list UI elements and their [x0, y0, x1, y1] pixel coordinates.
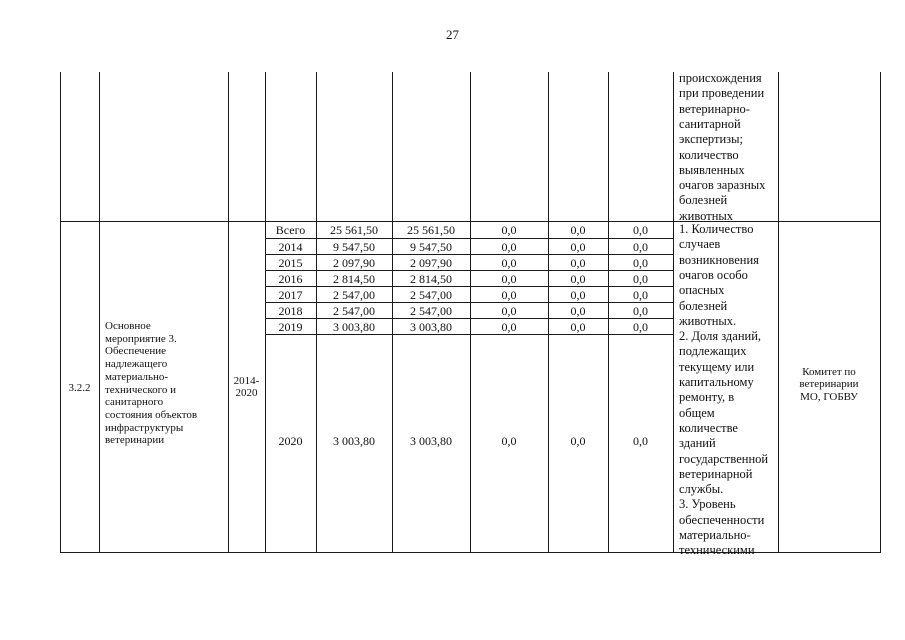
indicator-text: случаев	[679, 237, 721, 252]
item-number: 3.2.2	[68, 382, 91, 394]
item-title-line: Обеспечение	[105, 345, 166, 358]
value-cell: 0,0	[501, 288, 517, 302]
indicator-text: количестве	[679, 420, 738, 435]
value-cell: 2 097,90	[333, 256, 375, 270]
value-cell: 0,0	[633, 434, 648, 448]
value-cell: 0,0	[633, 272, 648, 286]
indicator-text: ветеринарной	[679, 466, 753, 481]
indicator-text: экспертизы;	[679, 132, 743, 147]
item-title-line: инфраструктуры	[105, 421, 184, 434]
column-line	[673, 72, 674, 552]
value-cell: 25 561,50	[330, 223, 378, 237]
indicator-text: 3. Уровень	[679, 497, 736, 512]
indicator-text: животных.	[679, 313, 737, 328]
period-text: 2014-	[233, 375, 260, 387]
item-title-line: ветеринарии	[105, 434, 165, 447]
indicator-text: очагов заразных	[679, 178, 766, 193]
indicator-text: происхождения	[679, 71, 762, 85]
column-line	[99, 72, 100, 552]
year-cell: 2020	[278, 434, 303, 448]
item-title-line: состояния объектов	[105, 408, 198, 421]
indicator-text: обеспеченности	[679, 512, 765, 527]
value-cell: 2 547,00	[333, 288, 375, 302]
year-cell: Всего	[275, 223, 306, 237]
indicator-text: капитальному	[679, 375, 754, 389]
value-cell: 0,0	[501, 304, 517, 318]
year-cell: 2014	[278, 240, 303, 254]
indicator-text: общем	[679, 405, 715, 420]
value-cell: 0,0	[633, 304, 648, 318]
value-cell: 0,0	[501, 223, 517, 237]
year-cell: 2017	[278, 288, 303, 302]
row-line	[60, 552, 881, 553]
indicator-text: болезней	[679, 193, 728, 208]
indicator-text: техническими	[679, 543, 755, 558]
row-line	[265, 238, 673, 239]
executor-text: ветеринарии	[799, 378, 859, 391]
indicator-text: болезней	[679, 298, 728, 313]
column-line	[60, 72, 61, 552]
indicator-text: 1. Количество	[679, 222, 754, 236]
value-cell: 3 003,80	[410, 320, 452, 334]
item-title-line: санитарного	[105, 396, 164, 409]
indicator-text: материально-	[679, 528, 751, 542]
value-cell: 25 561,50	[407, 223, 455, 237]
indicator-text: животных	[679, 208, 734, 223]
indicator-text: выявленных	[679, 162, 745, 177]
value-cell: 0,0	[633, 256, 648, 270]
value-cell: 0,0	[570, 272, 586, 286]
value-cell: 0,0	[570, 256, 586, 270]
year-cell: 2015	[278, 256, 303, 270]
item-title-line: технического и	[105, 383, 177, 396]
indicator-text: зданий	[679, 436, 716, 451]
value-cell: 0,0	[570, 320, 586, 334]
value-cell: 0,0	[501, 320, 517, 334]
item-title-line: надлежащего	[105, 358, 168, 371]
indicator-text: возникновения	[679, 252, 759, 267]
value-cell: 0,0	[633, 240, 648, 254]
value-cell: 0,0	[633, 320, 648, 334]
value-cell: 0,0	[570, 434, 586, 448]
value-cell: 2 547,00	[410, 288, 452, 302]
row-line	[60, 221, 881, 222]
item-title-line: Основное	[105, 320, 151, 332]
value-cell: 2 097,90	[410, 256, 452, 270]
value-cell: 9 547,50	[333, 240, 375, 254]
indicator-text: ветеринарно-	[679, 101, 750, 116]
indicator-text: ремонту, в	[679, 390, 735, 405]
year-cell: 2018	[278, 304, 303, 318]
executor-text: Комитет по	[802, 366, 856, 378]
indicator-text: государственной	[679, 451, 769, 466]
value-cell: 0,0	[501, 240, 517, 254]
column-line	[778, 72, 779, 552]
value-cell: 3 003,80	[333, 320, 375, 334]
value-cell: 0,0	[501, 272, 517, 286]
item-title-line: материально-	[105, 370, 169, 383]
indicator-text: при проведении	[679, 86, 765, 101]
item-title-line: мероприятие 3.	[105, 332, 177, 345]
indicator-text: 2. Доля зданий,	[679, 329, 762, 344]
value-cell: 2 814,50	[333, 272, 375, 286]
indicator-text: санитарной	[679, 116, 741, 131]
value-cell: 0,0	[570, 240, 586, 254]
value-cell: 3 003,80	[333, 434, 375, 448]
value-cell: 0,0	[570, 288, 586, 302]
indicator-text: текущему или	[679, 359, 755, 374]
column-line	[880, 72, 881, 552]
indicator-text: очагов особо	[679, 267, 748, 282]
executor-text: МО, ГОБВУ	[800, 390, 858, 403]
value-cell: 0,0	[501, 434, 517, 448]
indicator-text: подлежащих	[679, 344, 747, 359]
year-cell: 2016	[278, 272, 303, 286]
value-cell: 0,0	[570, 304, 586, 318]
value-cell: 0,0	[633, 288, 648, 302]
column-line	[228, 72, 229, 552]
value-cell: 3 003,80	[410, 434, 452, 448]
indicator-text: количество	[679, 147, 739, 162]
value-cell: 0,0	[633, 223, 648, 237]
page-number: 27	[446, 27, 459, 42]
value-cell: 2 547,00	[333, 304, 375, 318]
indicator-text: опасных	[679, 283, 725, 298]
year-cell: 2019	[278, 320, 303, 334]
indicator-text: службы.	[679, 482, 724, 497]
value-cell: 0,0	[501, 256, 517, 270]
value-cell: 2 547,00	[410, 304, 452, 318]
value-cell: 2 814,50	[410, 272, 452, 286]
value-cell: 0,0	[570, 223, 586, 237]
value-cell: 9 547,50	[410, 240, 452, 254]
period-text: 2020	[235, 387, 258, 399]
